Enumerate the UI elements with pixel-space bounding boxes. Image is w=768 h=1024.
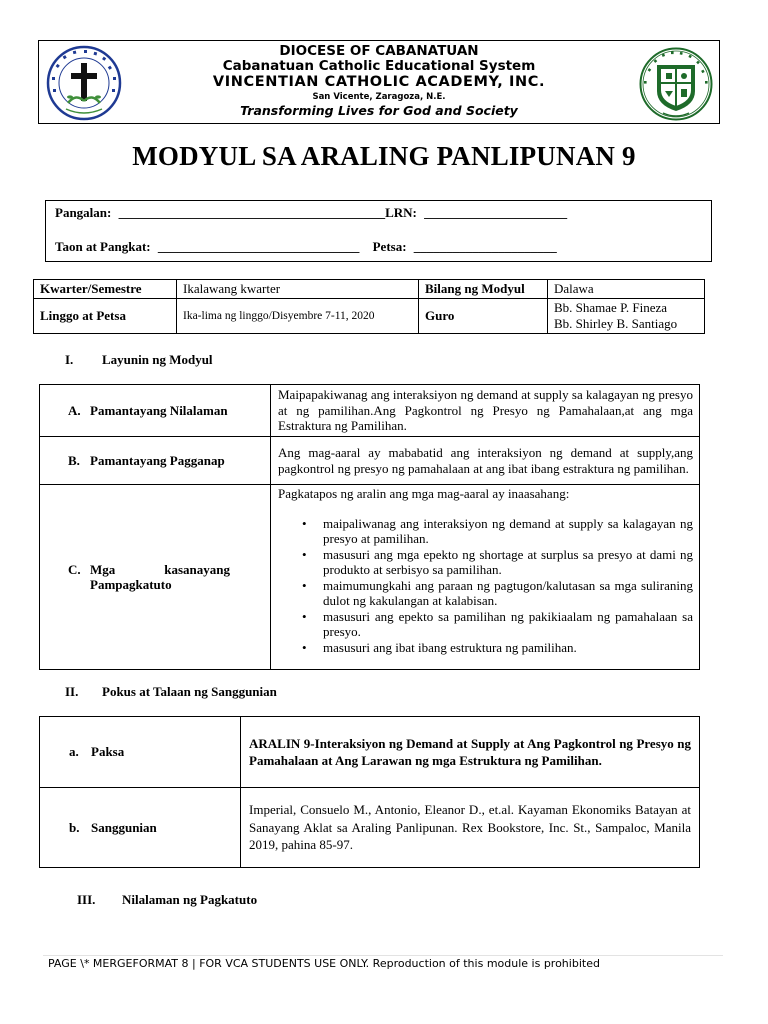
section-heading-focus-references <box>65 684 277 700</box>
objective-label-text: Mga kasanayang <box>90 561 230 577</box>
list-item: • maimumungkahi ang paraan ng pagtugon/kalutasan sa mga suliraning dulot ng kakulangan at kalabisan. <box>302 578 693 609</box>
objective-letter: A. <box>68 402 81 418</box>
educational-system-name: Cabanatuan Catholic Educational System <box>222 58 536 74</box>
diocese-name: DIOCESE OF CABANATUAN <box>279 43 479 59</box>
objective-label-text: Pamantayang Nilalaman <box>90 402 228 418</box>
date-blank-field[interactable]: ______________________ <box>413 239 557 254</box>
topic-text: ARALIN 9-Interaksiyon ng Demand at Supply at Ang Pagkontrol ng Presyo ng Pamahalaan at Ang Larawan ng mga Estruktura ng Pamilihan. <box>241 717 700 788</box>
row-label-text: Sanggunian <box>91 819 157 835</box>
topic-row <box>40 717 700 788</box>
topic-label <box>40 717 241 788</box>
competencies-list <box>278 516 693 656</box>
objective-label <box>40 437 271 485</box>
school-motto: Transforming Lives for God and Society <box>240 103 518 118</box>
week-value: Ika-lima ng linggo/Disyembre 7-11, 2020 <box>177 299 419 334</box>
lrn-label: LRN: <box>385 205 417 220</box>
references-text: Imperial, Consuelo M., Antonio, Eleanor D., et.al. Kayaman Ekonomiks Batayan at Sanayang Aklat sa Araling Panlipunan. Rex Bookstore, Inc. St., Sampaloc, Manila 2019, pahina 85-97. <box>241 788 700 868</box>
name-blank-field[interactable]: _________________________________________ <box>118 205 386 220</box>
quarter-label: Kwarter/Semestre <box>34 280 177 299</box>
school-header-banner <box>38 40 720 124</box>
quarter-value: Ikalawang kwarter <box>177 280 419 299</box>
references-row <box>40 788 700 868</box>
objective-row-competencies <box>40 485 700 670</box>
competencies-intro: Pagkatapos ng aralin ang mga mag-aaral ay inaasahang: <box>278 486 570 501</box>
module-meta-table <box>33 279 705 334</box>
module-number-label: Bilang ng Modyul <box>419 280 548 299</box>
objective-label <box>40 385 271 437</box>
vincentian-academy-seal-icon <box>639 47 713 121</box>
objective-letter: B. <box>68 452 80 468</box>
date-label: Petsa: <box>372 239 407 254</box>
meta-row-quarter <box>34 280 705 299</box>
grade-section-blank-field[interactable]: _______________________________ <box>157 239 360 254</box>
list-item: • masusuri ang mga epekto ng shortage at surplus sa presyo at dami ng produkto at serbisyo sa pamilihan. <box>302 547 693 578</box>
module-title: MODYUL SA ARALING PANLIPUNAN 9 <box>132 141 636 171</box>
teacher-names <box>548 299 705 334</box>
teacher-label: Guro <box>419 299 548 334</box>
school-address: San Vicente, Zaragoza, N.E. <box>312 92 446 102</box>
name-lrn-line <box>55 205 567 221</box>
section-heading-objectives <box>65 352 213 368</box>
school-name: VINCENTIAN CATHOLIC ACADEMY, INC. <box>212 74 546 90</box>
student-info-box <box>45 200 712 262</box>
objective-row-content-standard <box>40 385 700 437</box>
teacher-name: Bb. Shirley B. Santiago <box>554 316 678 331</box>
cabanatuan-catholic-seal-icon <box>46 45 122 121</box>
section-title: Nilalaman ng Pagkatuto <box>122 892 258 907</box>
section-number: III. <box>77 892 96 907</box>
lrn-blank-field[interactable]: ______________________ <box>424 205 568 220</box>
banner-text-block <box>129 43 629 118</box>
grade-section-label: Taon at Pangkat: <box>55 239 151 254</box>
row-letter: a. <box>69 744 79 760</box>
objective-label-text: Pamantayang Pagganap <box>90 452 225 468</box>
grade-date-line <box>55 239 557 255</box>
section-heading-learning-content <box>77 892 257 908</box>
section-number: II. <box>65 684 79 699</box>
section-number: I. <box>65 352 74 367</box>
objective-row-performance-standard <box>40 437 700 485</box>
name-label: Pangalan: <box>55 205 112 220</box>
objectives-table <box>39 384 700 670</box>
row-letter: b. <box>69 819 80 835</box>
objective-text: Maipapakiwanag ang interaksiyon ng demand at supply sa kalagayan ng presyo at ng pamilihan.Ang Pagkontrol ng Presyo ng Pamahalaan,at ang mga Estraktura ng Pamilihan. <box>271 385 700 437</box>
list-item: • masusuri ang epekto sa pamilihan ng pakikiaalam ng pamahalaan sa presyo. <box>302 609 693 640</box>
focus-references-table <box>39 716 700 868</box>
objective-text: Ang mag-aaral ay mababatid ang interaksiyon ng demand at supply,ang pagkontrol ng presyo ng pamahalaan at ang ibat ibang estraktura ng pamilihan. <box>271 437 700 485</box>
competencies-cell <box>271 485 700 670</box>
section-title: Pokus at Talaan ng Sanggunian <box>102 684 277 699</box>
list-item: • masusuri ang ibat ibang estruktura ng pamilihan. <box>302 640 693 656</box>
module-number-value: Dalawa <box>548 280 705 299</box>
references-label <box>40 788 241 868</box>
week-label: Linggo at Petsa <box>34 299 177 334</box>
teacher-name: Bb. Shamae P. Fineza <box>554 300 668 315</box>
objective-letter: C. <box>68 561 81 577</box>
objective-label <box>40 485 271 670</box>
list-item: • maipaliwanag ang interaksiyon ng demand at supply sa kalagayan ng presyo at pamilihan. <box>302 516 693 547</box>
objective-label-text: Pampagkatuto <box>90 577 172 592</box>
row-label-text: Paksa <box>91 744 125 760</box>
section-title: Layunin ng Modyul <box>102 352 213 367</box>
page-footer: PAGE \* MERGEFORMAT 8 | FOR VCA STUDENTS USE ONLY. Reproduction of this module is prohibited <box>48 957 600 970</box>
meta-row-week <box>34 299 705 334</box>
